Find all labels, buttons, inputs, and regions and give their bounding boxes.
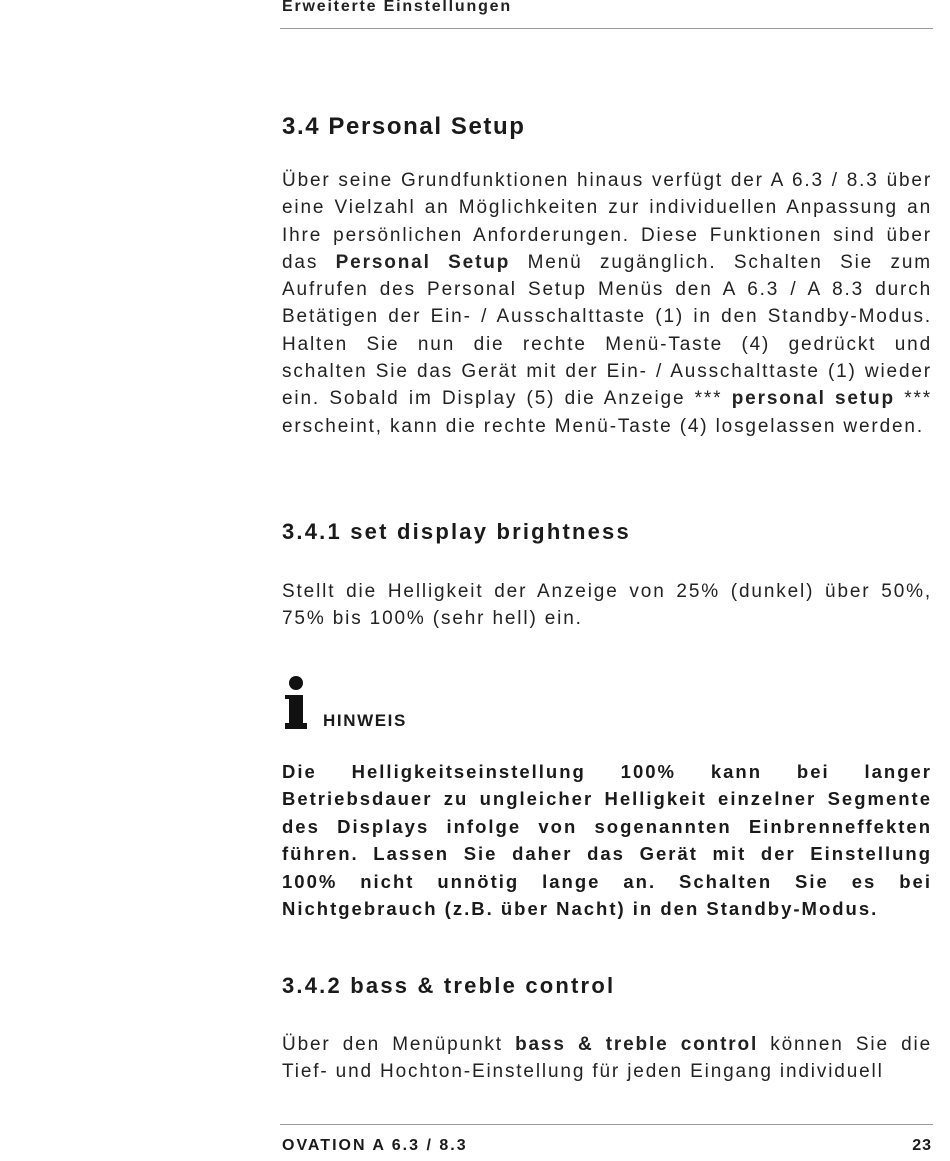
page-number: 23 xyxy=(912,1137,932,1154)
header-rule xyxy=(280,28,933,29)
running-header: Erweiterte Einstellungen xyxy=(282,0,512,15)
display-brightness-paragraph: Stellt die Helligkeit der Anzeige von 25% (dunkel) über 50%, 75% bis 100% (sehr hell) ein. xyxy=(282,581,932,630)
footer-rule xyxy=(280,1124,933,1125)
text-run: können Sie die Tief- und Hochton-Einstellung für jeden Eingang individuell xyxy=(282,1034,932,1083)
note-paragraph: Die Helligkeitseinstellung 100% kann bei langer Betriebsdauer zu ungleicher Helligkeit einzelner Segmente des Displays infolge von sogenannten Einbrenneffekten führen. Lassen Sie daher das Gerät mit der Einstellung 100% nicht unnötig lange an. Schalten Sie es bei Nichtgebrauch (z.B. über Nacht) in den Standby-Modus. xyxy=(282,761,932,920)
personal-setup-paragraph xyxy=(282,167,932,440)
bold-term-personal-setup-display: personal setup xyxy=(731,388,895,410)
text-run: Menü zugänglich. Schalten Sie zum Aufrufen des Personal Setup Menüs den A 6.3 / A 8.3 durch Betätigen der Ein- / Ausschalttaste (1) in den Standby-Modus. Halten Sie nun die rechte Menü-Taste (4) gedrückt und schalten Sie das Gerät mit der Ein- / Ausschalttaste (1) wieder ein. Sobald im Display (5) die Anzeige *** xyxy=(282,251,932,410)
bass-treble-paragraph xyxy=(282,1031,932,1086)
info-icon xyxy=(284,675,308,730)
text-run: *** erscheint, kann die rechte Menü-Taste (4) losgelassen werden. xyxy=(282,388,932,437)
bold-term-bass-treble: bass & treble control xyxy=(515,1034,759,1055)
bold-term-personal-setup: Personal Setup xyxy=(335,251,511,273)
text-run: Über seine Grundfunktionen hinaus verfügt der A 6.3 / 8.3 über eine Vielzahl an Möglichkeiten zur individuellen Anpassung an Ihre persönlichen Anforderungen. Diese Funktionen sind über das xyxy=(282,170,932,273)
section-heading-3-4-1: 3.4.1 set display brightness xyxy=(282,519,631,544)
section-heading-3-4: 3.4 Personal Setup xyxy=(282,113,526,140)
note-label: HINWEIS xyxy=(323,711,407,730)
footer-model: OVATION A 6.3 / 8.3 xyxy=(282,1137,468,1154)
text-run: Über den Menüpunkt xyxy=(282,1034,516,1055)
section-heading-3-4-2: 3.4.2 bass & treble control xyxy=(282,973,616,998)
